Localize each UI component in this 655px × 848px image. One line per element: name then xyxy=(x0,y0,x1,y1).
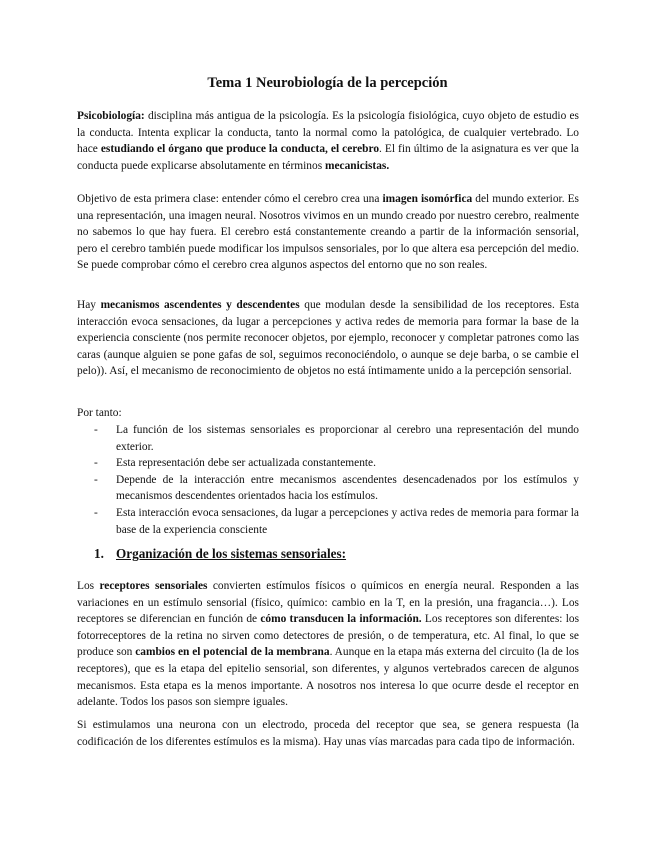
paragraph-mecanismos xyxy=(77,297,579,380)
list-item xyxy=(94,422,579,455)
paragraph-psicobiologia xyxy=(77,108,579,174)
list-item-text: Depende de la interacción entre mecanismos ascendentes desencadenados por los estímulos y mecanismos descendentes orientados hacia los estímulos. xyxy=(116,473,579,503)
text-run: Los receptores son diferentes: los fotorreceptores de la retina no sirven como detectores de presión, o de temperatura, etc. Al final, lo que se produce son xyxy=(77,613,579,659)
list-item xyxy=(94,455,579,472)
bold-text: mecanismos ascendentes y descendentes xyxy=(100,299,300,311)
section-title: Organización de los sistemas sensoriales: xyxy=(116,546,347,561)
bold-text: cómo transducen la información. xyxy=(260,613,422,626)
list-item xyxy=(94,505,579,538)
text-run: . El fin último de la asignatura es ver que la conducta puede explicarse absolutamente en términos xyxy=(77,143,579,172)
bold-text: cambios en el potencial de la membrana xyxy=(135,646,330,659)
text-run: convierten estímulos físicos o químicos en energía neural. Responden a las variaciones en un estímulo sensorial (físico, químico: cambio en la T, en la presión, una fragancia…). Los receptores se diferencian en función de xyxy=(77,580,579,626)
text-run: Objetivo de esta primera clase: entender cómo el cerebro crea una xyxy=(77,193,383,205)
text-run: Los xyxy=(77,580,100,592)
paragraph-por-tanto xyxy=(77,405,579,422)
text-run: Si estimulamos una neurona con un electrodo, proceda del receptor que sea, se genera respuesta (la codificación de los diferentes estímulos es la misma). Hay unas vías marcadas para cada tipo de información. xyxy=(77,719,579,748)
text-run: . Aunque en la etapa más externa del circuito (la de los receptores), que es la etapa del epitelio sensorial, son diferentes, y algunos vertebrados carecen de algunos mecanismos. Esta etapa es la menos importante. A nosotros nos interesa lo que ocurre desde el receptor en adelante. Todos los pasos son siempre iguales. xyxy=(77,646,579,709)
list-item-text: Esta representación debe ser actualizada constantemente. xyxy=(116,457,376,470)
list-item-text: La función de los sistemas sensoriales es proporcionar al cerebro una representación del mundo exterior. xyxy=(116,424,579,453)
bold-text: Psicobiología: xyxy=(77,110,145,122)
bullet-dash: - xyxy=(94,506,98,519)
bullet-list xyxy=(94,422,579,538)
section-number: 1. xyxy=(94,546,104,561)
bold-text: mecanicistas. xyxy=(324,159,390,172)
text-run: Por tanto: xyxy=(77,407,122,419)
bullet-dash: - xyxy=(94,473,98,486)
bullet-dash: - xyxy=(94,424,98,436)
bold-text: receptores sensoriales xyxy=(99,580,208,592)
text-run: del mundo exterior. Es una representación, una imagen neural. Nosotros vivimos en un mundo creado por nuestro cerebro, realmente no sabemos lo que hay fuera. El cerebro está constantemente creando a partir de la información sensorial, pero el cerebro también puede modificar los impulsos sensoriales, por lo que altera esa percepción del medio. Se puede comprobar cómo el cerebro crea algunos aspectos del entorno que no son reales. xyxy=(77,193,579,272)
document-title: Tema 1 Neurobiología de la percepción xyxy=(207,75,448,91)
text-run: Hay xyxy=(77,299,101,311)
paragraph-objetivo xyxy=(77,191,579,274)
text-run: disciplina más antigua de la psicología. Es la psicología fisiológica, cuyo objeto de estudio es la conducta. Intenta explicar la conducta, tanto la normal como la patológica, de cualquier vertebrado. Lo hace xyxy=(77,110,579,156)
section-heading xyxy=(94,545,346,563)
list-item xyxy=(94,472,579,505)
paragraph-estimulamos xyxy=(77,717,579,750)
text-run: que modulan desde la sensibilidad de los receptores. Esta interacción evoca sensaciones, da lugar a percepciones y activa redes de memoria para formar la base de la experiencia consciente (nos permite reconocer objetos, por ejemplo, reconocer y completar patrones como las caras (aunque alguien se pone gafas de sol, seguimos reconociéndolo, o aunque se deje barba, o se cambie el pelo)). Así, el mecanismo de reconocimiento de objetos no está íntimamente unido a la percepción sensorial. xyxy=(77,299,580,378)
bold-text: estudiando el órgano que produce la conducta, el cerebro xyxy=(100,143,380,156)
paragraph-receptores xyxy=(77,578,579,711)
bold-text: imagen isomórfica xyxy=(382,193,473,205)
list-item-text: Esta interacción evoca sensaciones, da lugar a percepciones y activa redes de memoria para formar la base de la experiencia consciente xyxy=(116,506,579,536)
bullet-dash: - xyxy=(94,457,98,470)
